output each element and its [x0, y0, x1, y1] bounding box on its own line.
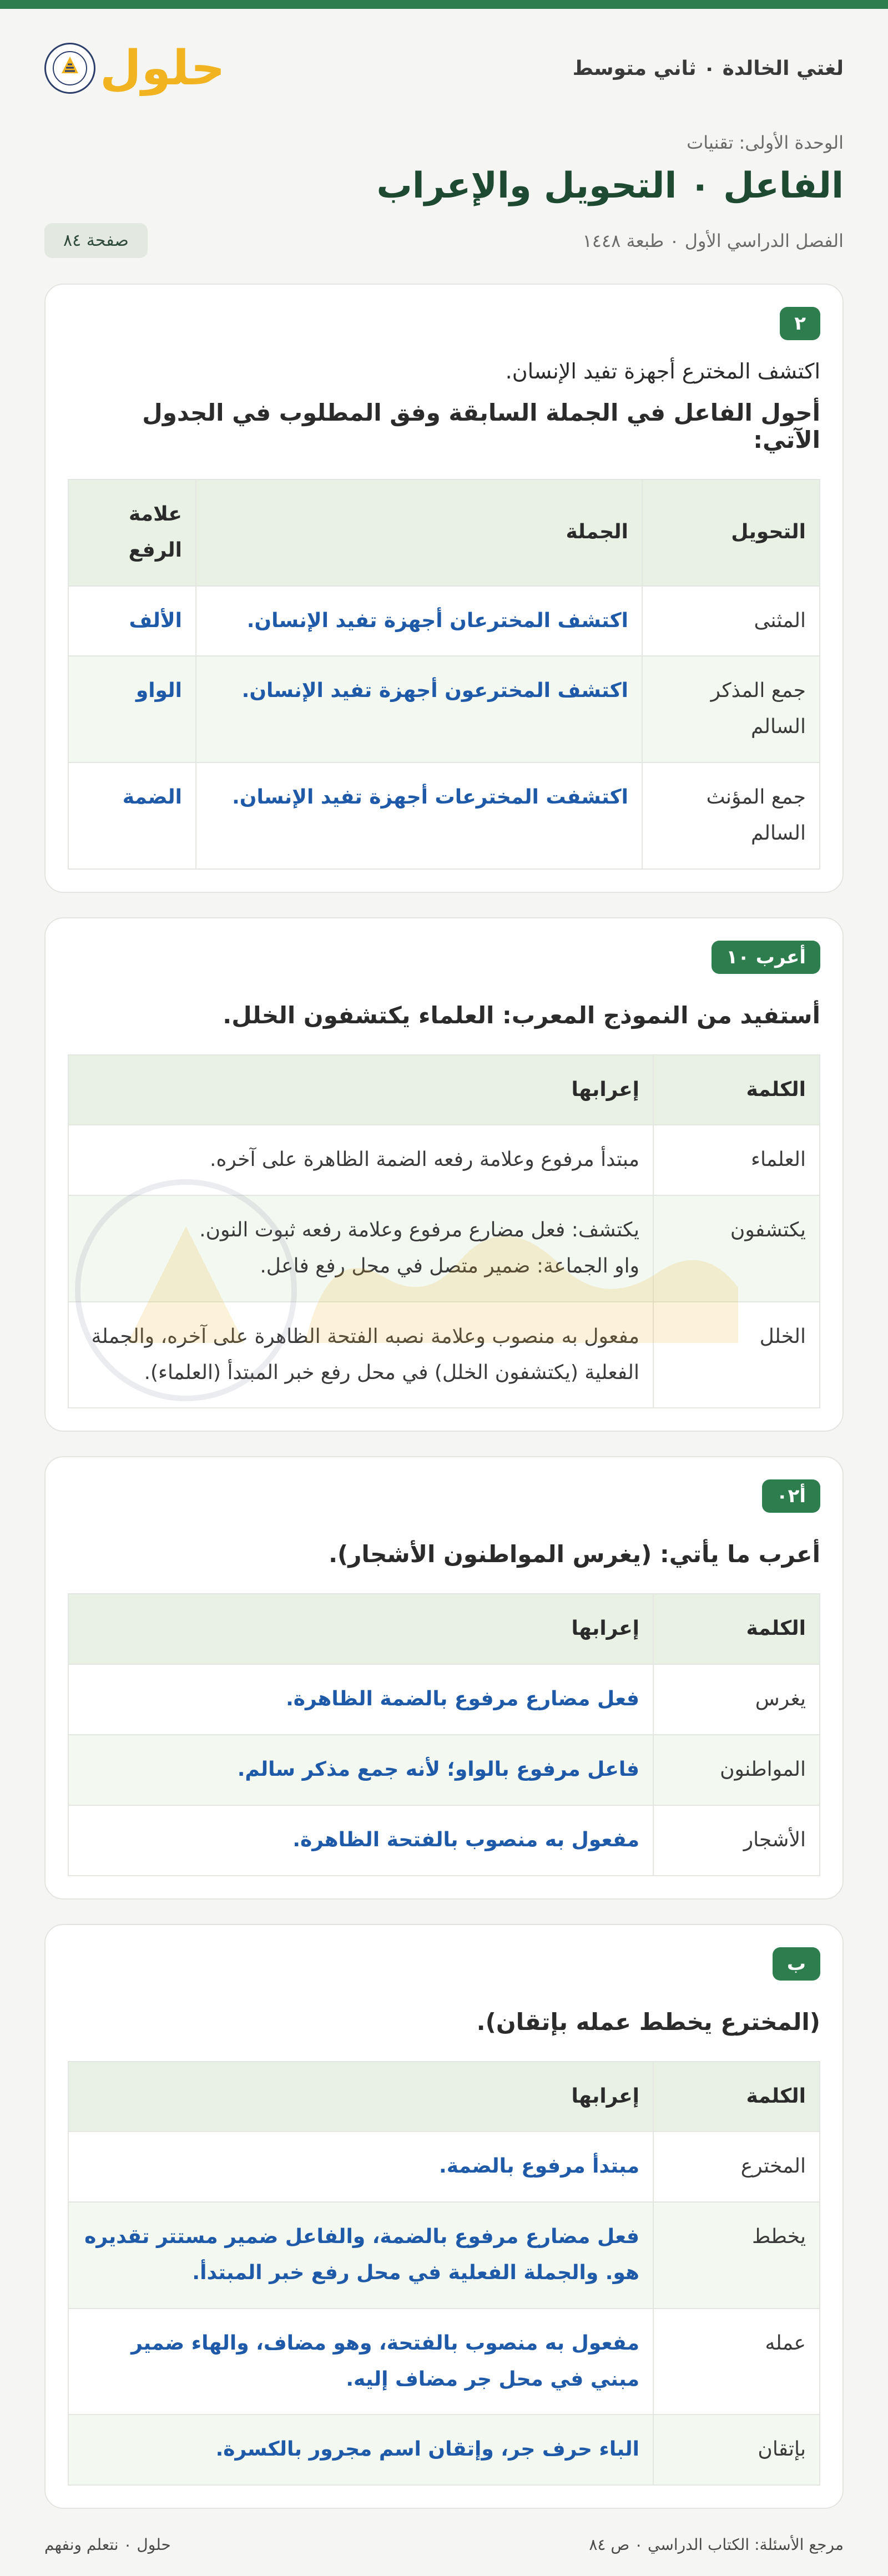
question-card-4 — [44, 1924, 844, 2509]
raf-mark: الواو — [68, 656, 196, 762]
column-header: إعرابها — [68, 1055, 653, 1125]
table-row — [68, 1125, 820, 1195]
word-cell: يخطط — [653, 2202, 820, 2309]
parse-cell: مبتدأ مرفوع وعلامة رفعه الضمة الظاهرة على آخره. — [68, 1125, 653, 1195]
footer-brand: حلول ٠ نتعلم ونفهم — [44, 2535, 171, 2554]
table-row — [68, 762, 820, 869]
footer — [44, 2535, 844, 2576]
page-title: الفاعل ٠ التحويل والإعراب — [376, 165, 844, 206]
question-instruction: (المخترع يخطط عمله بإتقان). — [476, 2008, 820, 2035]
question-number-badge: أ٠٢ — [762, 1479, 820, 1513]
question-instruction: أحول الفاعل في الجملة السابقة وفق المطلوب في الجدول الآتي: — [142, 399, 820, 453]
parse-line: واو الجماعة: ضمير متصل في محل رفع فاعل. — [260, 1254, 639, 1277]
table-header-row — [68, 2062, 820, 2132]
column-header: علامة الرفع — [68, 479, 196, 586]
table-row — [68, 586, 820, 656]
logo-seal-icon — [44, 43, 95, 94]
parsing-model-table — [68, 1054, 820, 1409]
parse-cell: فعل مضارع مرفوع بالضمة، والفاعل ضمير مستتر تقديره هو. والجملة الفعلية في محل رفع خبر المبتدأ. — [68, 2202, 653, 2309]
word-cell: المخترع — [653, 2131, 820, 2202]
page — [0, 9, 888, 2576]
question-card-3 — [44, 1456, 844, 1899]
header — [44, 9, 844, 128]
table-row — [68, 1664, 820, 1735]
table-header-row — [68, 1055, 820, 1125]
converted-sentence: اكتشف المخترعان أجهزة تفيد الإنسان. — [196, 586, 642, 656]
question-card-1 — [44, 284, 844, 893]
question-number-badge: ب — [773, 1947, 820, 1981]
converted-sentence: اكتشفت المخترعات أجهزة تفيد الإنسان. — [196, 762, 642, 869]
table-row — [68, 1302, 820, 1408]
logo[interactable] — [44, 43, 225, 94]
column-header: الكلمة — [653, 1594, 820, 1664]
table-row — [68, 1195, 820, 1302]
conversion-type: جمع المؤنث السالم — [642, 762, 820, 869]
parse-cell — [68, 1195, 653, 1302]
conversion-table — [68, 479, 820, 870]
word-cell: يغرس — [653, 1664, 820, 1735]
unit-label: الوحدة الأولى: تقنيات — [687, 132, 844, 153]
question-instruction: أستفيد من النموذج المعرب: العلماء يكتشفون الخلل. — [223, 1001, 820, 1029]
table-row — [68, 2309, 820, 2415]
app-line: لغتي الخالدة ٠ ثاني متوسط — [572, 57, 844, 80]
question-sentence: اكتشف المخترع أجهزة تفيد الإنسان. — [505, 359, 820, 383]
word-cell: يكتشفون — [653, 1195, 820, 1302]
parsing-table — [68, 1593, 820, 1876]
table-row — [68, 2202, 820, 2309]
question-number-badge: ٢ — [780, 307, 820, 340]
table-row — [68, 656, 820, 762]
table-row — [68, 1735, 820, 1805]
column-header: الكلمة — [653, 1055, 820, 1125]
parse-cell: مبتدأ مرفوع بالضمة. — [68, 2131, 653, 2202]
table-row — [68, 1805, 820, 1876]
column-header: إعرابها — [68, 1594, 653, 1664]
question-instruction: أعرب ما يأتي: (يغرس المواطنون الأشجار). — [329, 1540, 820, 1568]
word-cell: المواطنون — [653, 1735, 820, 1805]
word-cell: العلماء — [653, 1125, 820, 1195]
table-row — [68, 2131, 820, 2202]
column-header: الجملة — [196, 479, 642, 586]
converted-sentence: اكتشف المخترعون أجهزة تفيد الإنسان. — [196, 656, 642, 762]
conversion-type: المثنى — [642, 586, 820, 656]
column-header: التحويل — [642, 479, 820, 586]
table-row — [68, 2415, 820, 2485]
table-header-row — [68, 479, 820, 586]
parse-cell: مفعول به منصوب وعلامة نصبه الفتحة الظاهرة على آخره، والجملة الفعلية (يكتشفون الخلل) في محل رفع خبر المبتدأ (العلماء). — [68, 1302, 653, 1408]
parse-cell: مفعول به منصوب بالفتحة، وهو مضاف، والهاء ضمير مبني في محل جر مضاف إليه. — [68, 2309, 653, 2415]
word-cell: الأشجار — [653, 1805, 820, 1876]
parse-line: يكتشف: فعل مضارع مرفوع وعلامة رفعه ثبوت النون. — [199, 1219, 639, 1242]
question-number-badge: أعرب ١٠ — [712, 941, 820, 974]
parse-cell: فعل مضارع مرفوع بالضمة الظاهرة. — [68, 1664, 653, 1735]
raf-mark: الضمة — [68, 762, 196, 869]
meta-row — [44, 223, 844, 258]
page-number-badge: صفحة ٨٤ — [44, 223, 148, 258]
top-accent-bar — [0, 0, 888, 9]
word-cell: بإتقان — [653, 2415, 820, 2485]
parsing-table — [68, 2061, 820, 2486]
word-cell: الخلل — [653, 1302, 820, 1408]
raf-mark: الألف — [68, 586, 196, 656]
word-cell: عمله — [653, 2309, 820, 2415]
column-header: الكلمة — [653, 2062, 820, 2132]
conversion-type: جمع المذكر السالم — [642, 656, 820, 762]
term-label: الفصل الدراسي الأول ٠ طبعة ١٤٤٨ — [582, 230, 844, 251]
question-card-2 — [44, 917, 844, 1432]
parse-cell: فاعل مرفوع بالواو؛ لأنه جمع مذكر سالم. — [68, 1735, 653, 1805]
footer-reference: مرجع الأسئلة: الكتاب الدراسي ٠ ص ٨٤ — [589, 2535, 844, 2554]
logo-text: حلول — [100, 41, 225, 96]
parse-cell: الباء حرف جر، وإتقان اسم مجرور بالكسرة. — [68, 2415, 653, 2485]
parse-cell: مفعول به منصوب بالفتحة الظاهرة. — [68, 1805, 653, 1876]
column-header: إعرابها — [68, 2062, 653, 2132]
table-header-row — [68, 1594, 820, 1664]
